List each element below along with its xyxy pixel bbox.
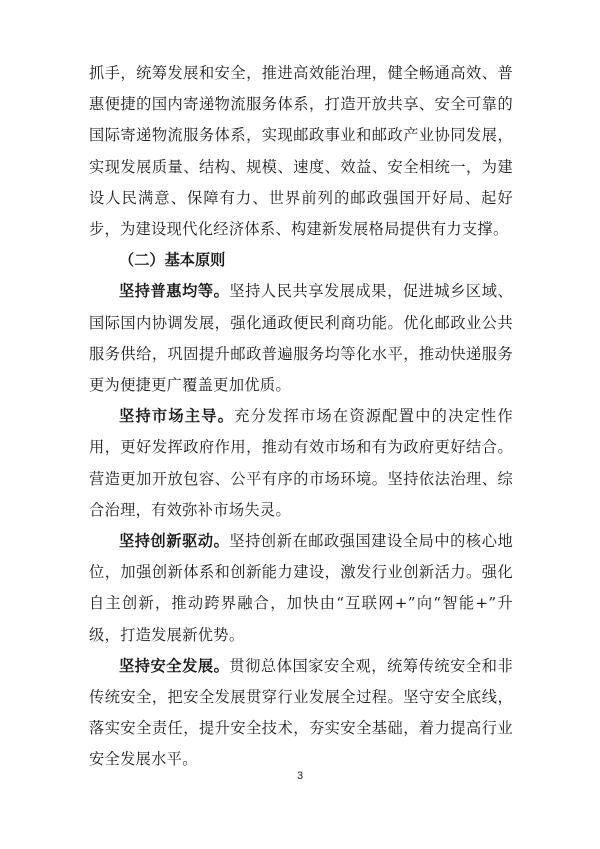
principle-body: 坚持创新在邮政强国建设全局中的核心地位，加强创新体系和创新能力建设，激发行业创新活力。强化自主创新，推动跨界融合，加快由“互联网+”向“智能+”升级，打造发展新优势。 (89, 532, 513, 644)
principle-body: 坚持人民共享发展成果，促进城乡区域、国际国内协调发展，强化通政便民利商功能。优化邮政业公共服务供给，巩固提升邮政普遍服务均等化水平，推动快递服务更为便捷更广覆盖更加优质。 (89, 282, 513, 395)
principle-paragraph (89, 651, 513, 776)
section-heading: （二）基本原则 (119, 251, 226, 270)
principle-paragraph (89, 276, 513, 401)
principle-paragraph (89, 401, 513, 526)
page-number: 3 (296, 770, 304, 782)
opening-paragraph: 抓手，统筹发展和安全，推进高效能治理，健全畅通高效、普惠便捷的国内寄递物流服务体系，打造开放共享、安全可靠的国际寄递物流服务体系，实现邮政事业和邮政产业协同发展，实现发展质量、结构、规模、速度、效益、安全相统一，为建设人民满意、保障有力、世界前列的邮政强国开好局、起好步，为建设现代化经济体系、构建新发展格局提供有力支撑。 (89, 64, 513, 239)
principle-lead: 坚持创新驱动。 (119, 532, 230, 551)
principle-lead: 坚持安全发展。 (119, 656, 230, 675)
principle-body: 贯彻总体国家安全观，统筹传统安全和非传统安全，把安全发展贯穿行业发展全过程。坚守安全底线，落实安全责任，提升安全技术，夯实安全基础，着力提高行业安全发展水平。 (89, 656, 513, 769)
principle-body: 充分发挥市场在资源配置中的决定性作用，更好发挥政府作用，推动有效市场和有为政府更好结合。营造更加开放包容、公平有序的市场环境。坚持依法治理、综合治理，有效弥补市场失灵。 (89, 407, 513, 519)
document-page (89, 58, 513, 776)
principle-paragraph (89, 526, 513, 651)
principle-lead: 坚持普惠均等。 (119, 282, 230, 301)
principle-lead: 坚持市场主导。 (119, 407, 235, 426)
